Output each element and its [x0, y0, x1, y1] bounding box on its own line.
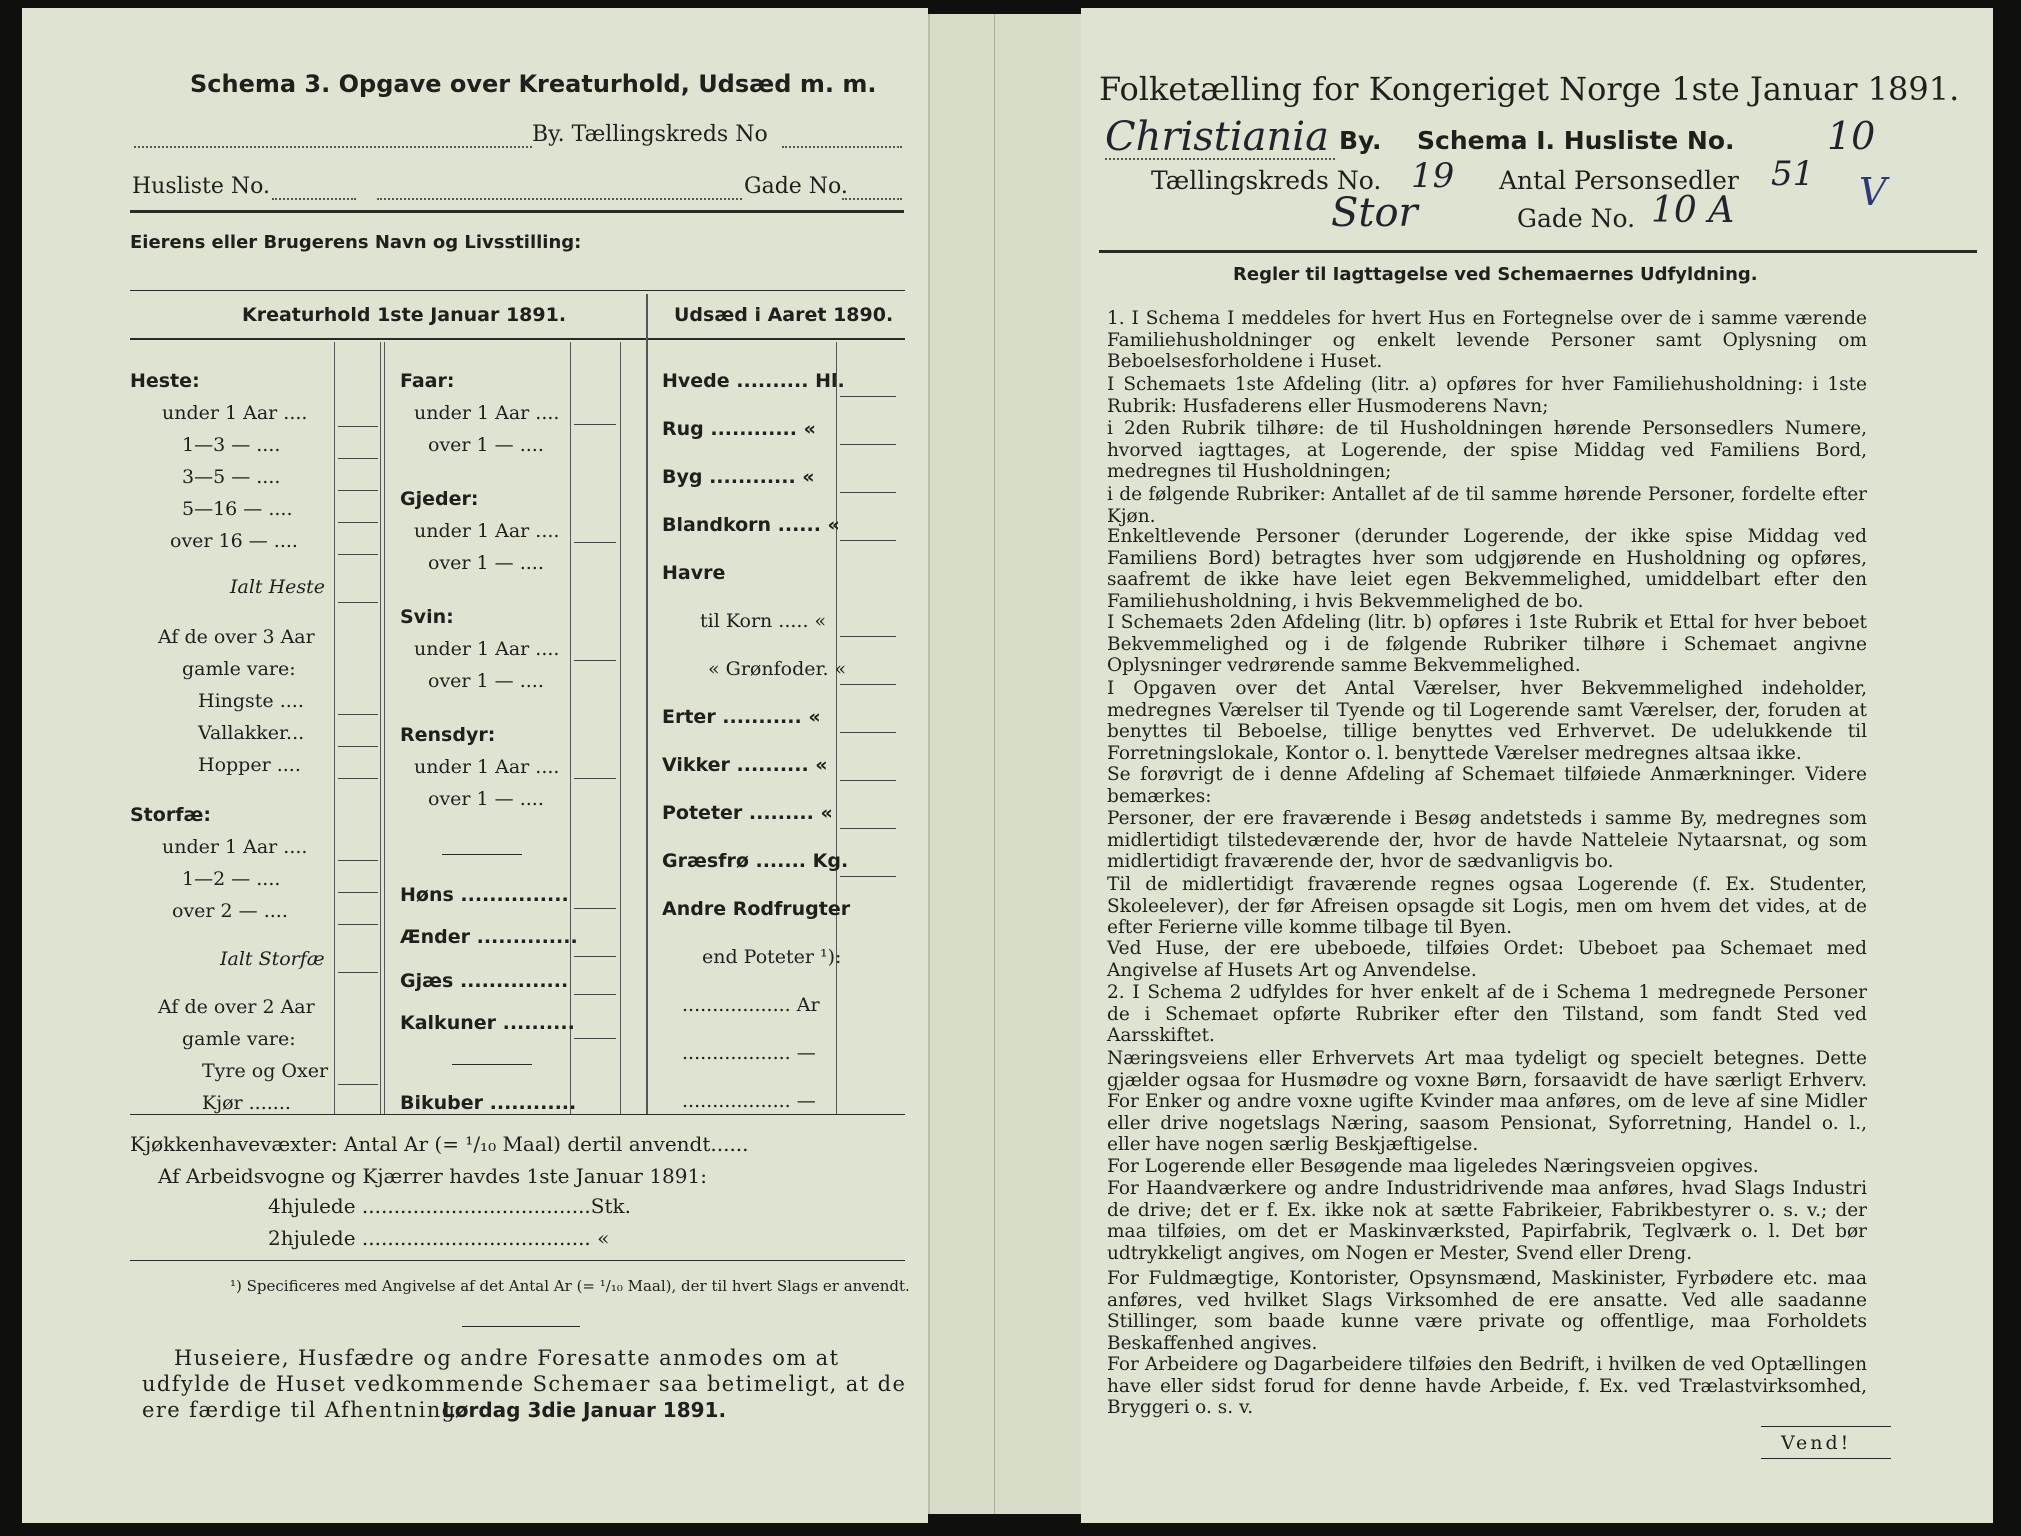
kjokkenhave-line: Kjøkkenhavevæxter: Antal Ar (= ¹/₁₀ Maal) dertil anvendt...... [130, 1132, 749, 1156]
rule-16: For Fuldmægtige, Kontorister, Opsynsmænd, Maskinister, Fyrbødere etc. maa anføres, ved hvilket Slags Virksomhed de ere ansatte. Ved alle saadanne Stillinger, som baade kunne være private og offentlige, maa Forholdets Beskaffenhed angives. [1107, 1268, 1867, 1354]
husliste-label: Husliste No. [132, 174, 270, 199]
handwritten-check: V [1859, 170, 1887, 214]
kreatur-header: Kreaturhold 1ste Januar 1891. [242, 304, 567, 326]
col3-row: .................. Ar [682, 994, 820, 1016]
vend-label: Vend! [1781, 1432, 1852, 1454]
hvede-label: Hvede .......... Hl. [662, 370, 845, 392]
closing-2: udfylde de Huset vedkommende Schemaer saa betimeligt, at de [142, 1372, 907, 1396]
col1-row: Vallakker... [198, 722, 305, 744]
kreds-label: Tællingskreds No. [1151, 166, 1382, 195]
rug-label: Rug ............ « [662, 418, 816, 440]
gjaes-label: Gjæs ............... [400, 970, 569, 992]
aender-label: Ænder .............. [400, 926, 578, 948]
poteter-label: Poteter ......... « [662, 802, 833, 824]
rule-9: Personer, der ere fraværende i Besøg andetsteds i samme By, medregnes som midlertidigt tilstedeværende der, hvor de havde Natteleie Nytaarsnat, og som midlertidigt fraværende der, hvor de sædvanligvis bo. [1107, 808, 1867, 872]
col2-row: over 1 — .... [428, 788, 544, 810]
col1-row: under 1 Aar .... [162, 836, 308, 858]
hjul4-line: 4hjulede ....................................Stk. [268, 1194, 631, 1218]
faar-label: Faar: [400, 370, 455, 392]
col1-row: Hopper .... [198, 754, 301, 776]
kalkuner-label: Kalkuner .......... [400, 1012, 575, 1034]
owner-label: Eierens eller Brugerens Navn og Livsstilling: [130, 232, 582, 253]
col3-row: .................. — [682, 1090, 816, 1112]
col1-row: under 1 Aar .... [162, 402, 308, 424]
hjul2-line: 2hjulede .................................... « [268, 1226, 610, 1250]
col3-row: end Poteter ¹): [702, 946, 842, 968]
vikker-label: Vikker .......... « [662, 754, 828, 776]
right-page [1081, 8, 1993, 1523]
rule-2: I Schemaets 1ste Afdeling (litr. a) opføres for hver Familiehusholdning: i 1ste Rubrik: Husfaderens eller Husmoderens Navn; [1107, 374, 1867, 417]
col1-row: over 2 — .... [172, 900, 288, 922]
binding-spine [928, 14, 1085, 1514]
col1-row: gamle vare: [182, 1028, 296, 1050]
ialt-heste: Ialt Heste [230, 576, 326, 598]
gade-label: Gade No. [1517, 204, 1636, 233]
handwritten-antal: 51 [1771, 154, 1815, 194]
col1-row: 3—5 — .... [182, 466, 281, 488]
closing-date: Lørdag 3die Januar 1891. [442, 1398, 727, 1422]
schema1-label: Schema I. Husliste No. [1417, 126, 1735, 155]
by-label: By. [1339, 126, 1382, 155]
rodfrugter-label: Andre Rodfrugter [662, 898, 851, 920]
col1-row: over 16 — .... [170, 530, 298, 552]
erter-label: Erter ........... « [662, 706, 821, 728]
col3-row: .................. — [682, 1042, 816, 1064]
handwritten-city: Christiania [1105, 114, 1329, 160]
rule-14: For Logerende eller Besøgende maa ligeledes Næringsveien opgives. [1107, 1156, 1759, 1177]
heste-label: Heste: [130, 370, 200, 392]
rule-8: Se forøvrigt de i denne Afdeling af Schemaet tilføiede Anmærkninger. Videre bemærkes: [1107, 764, 1867, 807]
rule-5: Enkeltlevende Personer (derunder Logerende, der ikke spise Middag ved Familiens Bord) betragtes hver som udgjørende en Husholdning og opføres, saafremt de ikke have leiet egen Bekvemmelighed, umiddelbart efter den Familiehusholdning, i hvis Bekvemmelighed de bo. [1107, 526, 1867, 612]
col1-row: Af de over 3 Aar [158, 626, 315, 648]
rule-1: 1. I Schema I meddeles for hvert Hus en Fortegnelse over de i samme værende Familiehusholdninger og enkelt levende Personer samt Oplysning om Beboelsesforholdene i Huset. [1107, 308, 1867, 372]
bikuber-label: Bikuber ............ [400, 1092, 577, 1114]
rule-10: Til de midlertidigt fraværende regnes ogsaa Logerende (f. Ex. Studenter, Skoleelever), der før Afreisen opsagde sit Logis, men om hvem det vides, at de efter Ferierne ville komme tilbage til Byen. [1107, 874, 1867, 938]
handwritten-gade: 10 A [1651, 190, 1735, 231]
col2-row: under 1 Aar .... [414, 520, 560, 542]
col3-row: til Korn ..... « [700, 610, 827, 632]
col1-row: 1—3 — .... [182, 434, 281, 456]
col2-row: under 1 Aar .... [414, 756, 560, 778]
graesfro-label: Græsfrø ....... Kg. [662, 850, 849, 872]
arbeidsvogne-line: Af Arbeidsvogne og Kjærrer havdes 1ste Januar 1891: [158, 1164, 707, 1188]
handwritten-husliste: 10 [1827, 114, 1876, 158]
col3-row: « Grønfoder. « [708, 658, 847, 680]
rules-title: Regler til Iagttagelse ved Schemaernes Udfyldning. [1233, 264, 1758, 285]
handwritten-kreds: 19 [1411, 156, 1455, 196]
col2-row: over 1 — .... [428, 434, 544, 456]
closing-1: Huseiere, Husfædre og andre Foresatte anmodes om at [174, 1346, 840, 1370]
rule-7: I Opgaven over det Antal Værelser, hver Bekvemmelighed indeholder, medregnes Værelser til Tyende og til Logerende samt Værelser, der, foruden at benyttes til Beboelse, tillige benyttes ved Erhvervet. De udelukkende til Forretningslokale, Kontor o. l. benyttede Værelser medregnes altsaa ikke. [1107, 678, 1867, 764]
col2-row: over 1 — .... [428, 670, 544, 692]
rule-13: Næringsveiens eller Erhvervets Art maa tydeligt og specielt betegnes. Dette gjælder ogsaa for Husmødre og voxne Børn, forsaavidt de have særligt Erhverv. For Enker og andre voxne ugifte Kvinder maa anføres, om de leve af sine Midler eller drive nogetslags Næring, saasom Pensionat, Syforretning, Handel o. l., eller have nogen særlig Beskjæftigelse. [1107, 1048, 1867, 1155]
col1-row: 5—16 — .... [182, 498, 293, 520]
gade-label: Gade No. [744, 174, 848, 199]
antal-label: Antal Personsedler [1499, 166, 1739, 195]
handwritten-street: Stor [1331, 190, 1418, 236]
col1-row: Af de over 2 Aar [158, 996, 315, 1018]
left-page [22, 8, 928, 1523]
gjeder-label: Gjeder: [400, 488, 479, 510]
rule-6: I Schemaets 2den Afdeling (litr. b) opføres i 1ste Rubrik et Ettal for hver beboet Bekvemmelighed og i de følgende Rubriker tilhøre i Schemaet angivne Oplysninger vedrørende samme Bekvemmelighed. [1107, 612, 1867, 676]
rule-17: For Arbeidere og Dagarbeidere tilføies den Bedrift, i hvilken de ved Optællingen have eller sidst forud for denne havde Arbeide, f. Ex. ved Trælastvirksomhed, Bryggeri o. s. v. [1107, 1354, 1867, 1418]
rule-4: i de følgende Rubriker: Antallet af de til samme hørende Personer, fordelte efter Kjøn. [1107, 484, 1867, 527]
col1-row: 1—2 — .... [182, 868, 281, 890]
schema3-title: Schema 3. Opgave over Kreaturhold, Udsæd m. m. [190, 70, 877, 98]
col2-row: under 1 Aar .... [414, 638, 560, 660]
storfae-label: Storfæ: [130, 804, 211, 826]
census-title: Folketælling for Kongeriget Norge 1ste Januar 1891. [1099, 70, 1960, 108]
rule-11: Ved Huse, der ere ubeboede, tilføies Ordet: Ubeboet paa Schemaet med Angivelse af Husets Art og Anvendelse. [1107, 938, 1867, 981]
col2-row: under 1 Aar .... [414, 402, 560, 424]
rule-3: i 2den Rubrik tilhøre: de til Husholdningen hørende Personsedlers Numere, hvorved iagttages, at Logerende, der spise Middag ved Familiens Bord, medregnes til Husholdningen; [1107, 418, 1867, 482]
blandkorn-label: Blandkorn ...... « [662, 514, 840, 536]
closing-3: ere færdige til Afhentning [142, 1398, 457, 1422]
byg-label: Byg ............ « [662, 466, 815, 488]
rule-12: 2. I Schema 2 udfyldes for hver enkelt af de i Schema 1 medregnede Personer de i Schemaet opførte Rubriker efter den Tilstand, som fandt Sted ved Aarsskiftet. [1107, 982, 1867, 1046]
ialt-storfae: Ialt Storfæ [220, 948, 325, 970]
rule-15: For Haandværkere og andre Industridrivende maa anføres, hvad Slags Industri de drive; det er f. Ex. ikke nok at sætte Fabrikeier, Fabrikbestyrer o. s. v.; der maa tilføies, om det er Maskinværksted, Papirfabrik, Teglværk o. l. Det bør udtrykkeligt angives, om Nogen er Mester, Svend eller Dreng. [1107, 1178, 1867, 1264]
rensdyr-label: Rensdyr: [400, 724, 496, 746]
col2-row: over 1 — .... [428, 552, 544, 574]
hons-label: Høns ............... [400, 884, 569, 906]
svin-label: Svin: [400, 606, 454, 628]
udsaed-header: Udsæd i Aaret 1890. [674, 304, 894, 326]
havre-label: Havre [662, 562, 726, 584]
col1-row: Kjør ....... [202, 1092, 291, 1114]
col1-row: Tyre og Oxer [202, 1060, 329, 1082]
footnote: ¹) Specificeres med Angivelse af det Antal Ar (= ¹/₁₀ Maal), der til hvert Slags er anvendt. [230, 1277, 910, 1295]
col1-row: gamle vare: [182, 658, 296, 680]
col1-row: Hingste .... [198, 690, 304, 712]
by-label: By. Tællingskreds No [532, 122, 768, 147]
